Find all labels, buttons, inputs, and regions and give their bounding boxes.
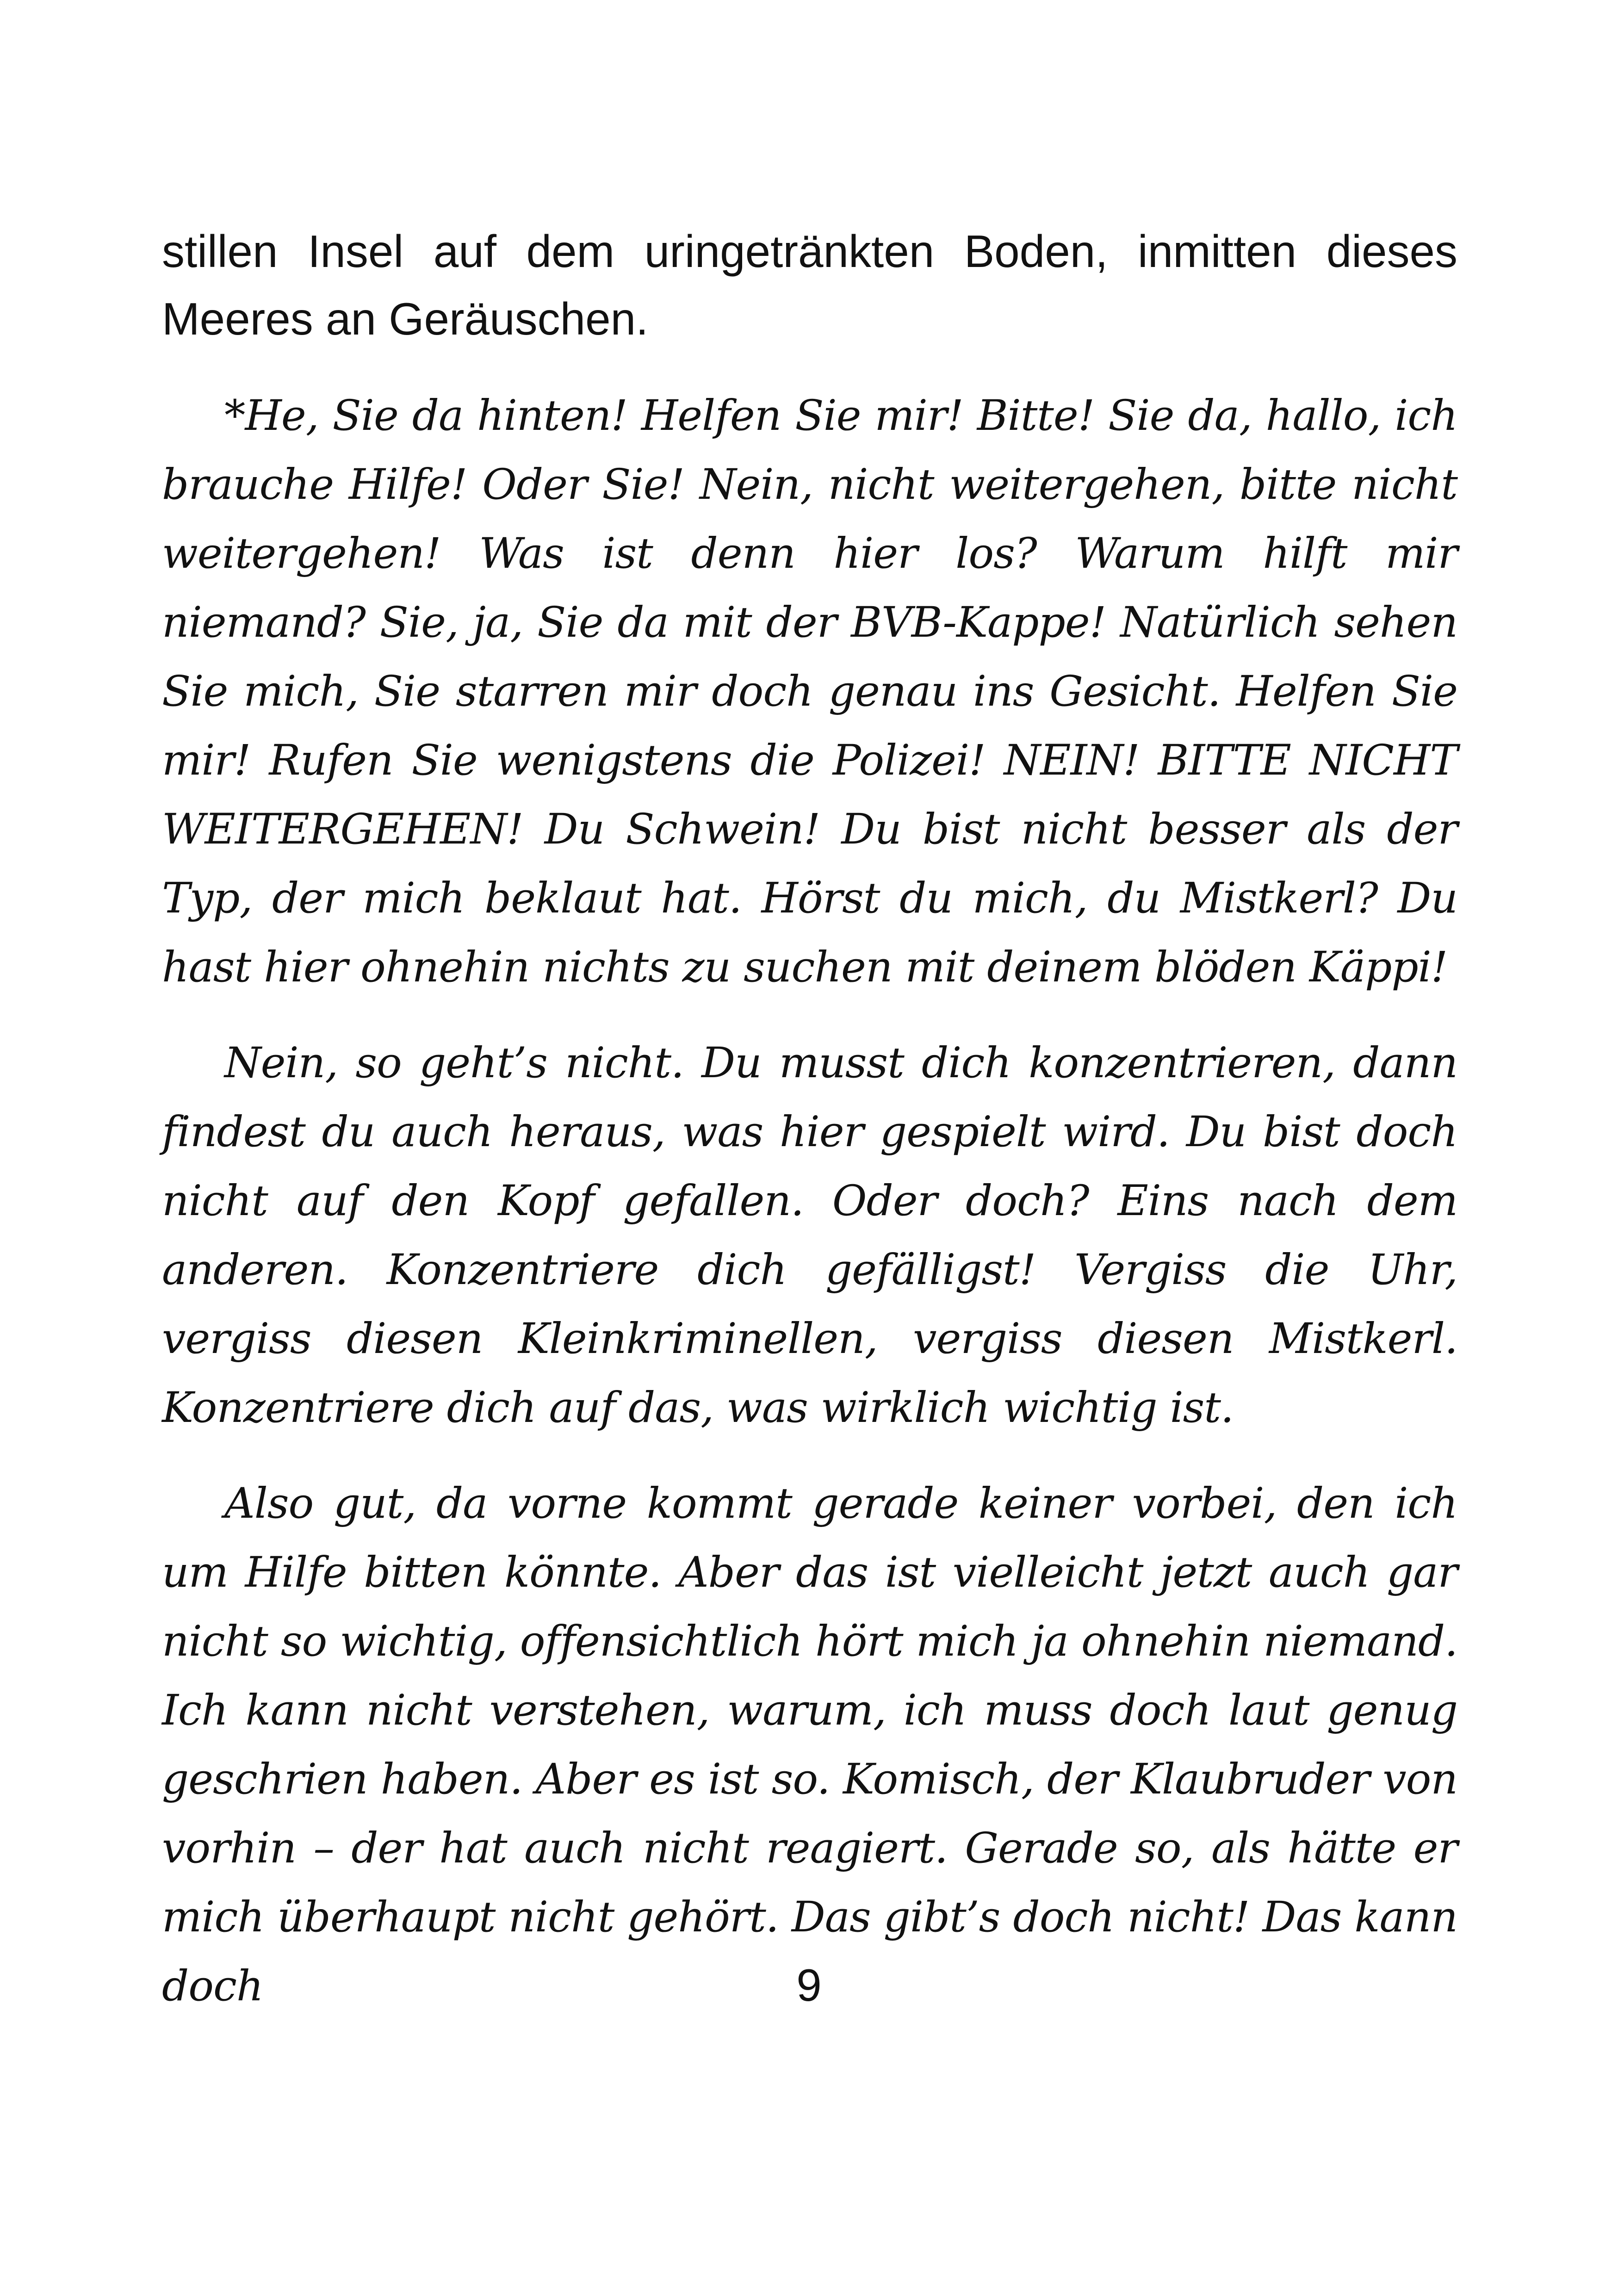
lead-paragraph: stillen Insel auf dem uringetränkten Boden, inmitten dieses Meeres an Geräuschen. [162,226,1457,344]
paragraph-2: Nein, so geht’s nicht. Du musst dich konzentrieren, dann findest du auch heraus, was hier gespielt wird. Du bist doch nicht auf den Kopf gefallen. Oder doch? Eins nach dem anderen. Konzentriere dich gefälligst! Vergiss die Uhr, vergiss diesen Kleinkriminellen, vergiss diesen Mistkerl. Konzentriere dich auf das, was wirklich wichtig ist. [162,1039,1457,1432]
paragraph-3: Also gut, da vorne kommt gerade keiner vorbei, den ich um Hilfe bitten könnte. Aber das ist vielleicht jetzt auch gar nicht so wichtig, offensichtlich hört mich ja ohnehin niemand. Ich kann nicht verstehen, warum, ich muss doch laut genug geschrien haben. Aber es ist so. Komisch, der Klaubruder von vorhin – der hat auch nicht reagiert. Gerade so, als hätte er mich überhaupt nicht gehört. Das gibt’s doch nicht! Das kann doch [162,1479,1457,2011]
page-number: 9 [796,1960,822,2011]
page-body [162,217,1457,2022]
paragraph-1: *He, Sie da hinten! Helfen Sie mir! Bitte! Sie da, hallo, ich brauche Hilfe! Oder Sie! Nein, nicht weitergehen, bitte nicht weitergehen! Was ist denn hier los? Warum hilft mir niemand? Sie, ja, Sie da mit der BVB-Kappe! Natürlich sehen Sie mich, Sie starren mir doch genau ins Gesicht. Helfen Sie mir! Rufen Sie wenigstens die Polizei! NEIN! BITTE NICHT WEITERGEHEN! Du Schwein! Du bist nicht besser als der Typ, der mich beklaut hat. Hörst du mich, du Mistkerl? Du hast hier ohnehin nichts zu suchen mit deinem blöden Käppi! [162,391,1457,992]
